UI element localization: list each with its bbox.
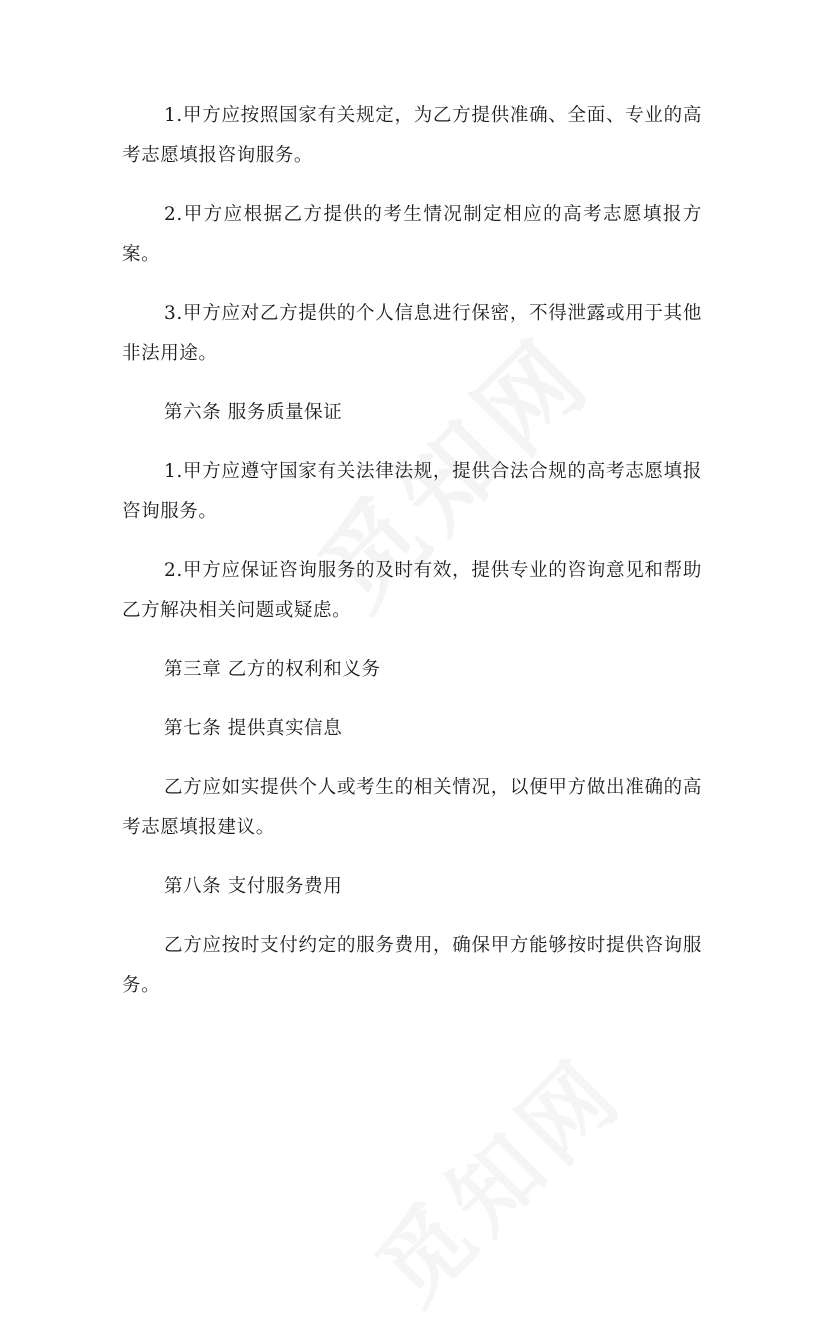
article-heading-6: 第六条 服务质量保证 [164, 402, 343, 423]
paragraph-clause-1: 1.甲方应按照国家有关规定，为乙方提供准确、全面、专业的高考志愿填报咨询服务。 [122, 105, 702, 166]
paragraph-payment: 乙方应按时支付约定的服务费用，确保甲方能够按时提供咨询服务。 [122, 935, 702, 996]
paragraph-clause-2: 2.甲方应根据乙方提供的考生情况制定相应的高考志愿填报方案。 [122, 204, 702, 265]
paragraph-clause-3: 3.甲方应对乙方提供的个人信息进行保密，不得泄露或用于其他非法用途。 [122, 303, 702, 364]
paragraph-quality-2: 2.甲方应保证咨询服务的及时有效，提供专业的咨询意见和帮助乙方解决相关问题或疑虑。 [122, 560, 702, 621]
article-heading-8: 第八条 支付服务费用 [164, 876, 343, 897]
document-body [122, 96, 702, 1025]
paragraph-quality-1: 1.甲方应遵守国家有关法律法规，提供合法合规的高考志愿填报咨询服务。 [122, 461, 702, 522]
paragraph-true-info: 乙方应如实提供个人或考生的相关情况，以便甲方做出准确的高考志愿填报建议。 [122, 777, 702, 838]
chapter-heading-3: 第三章 乙方的权利和义务 [164, 659, 381, 680]
article-heading-7: 第七条 提供真实信息 [164, 718, 343, 739]
watermark-bottom [343, 1023, 647, 1327]
